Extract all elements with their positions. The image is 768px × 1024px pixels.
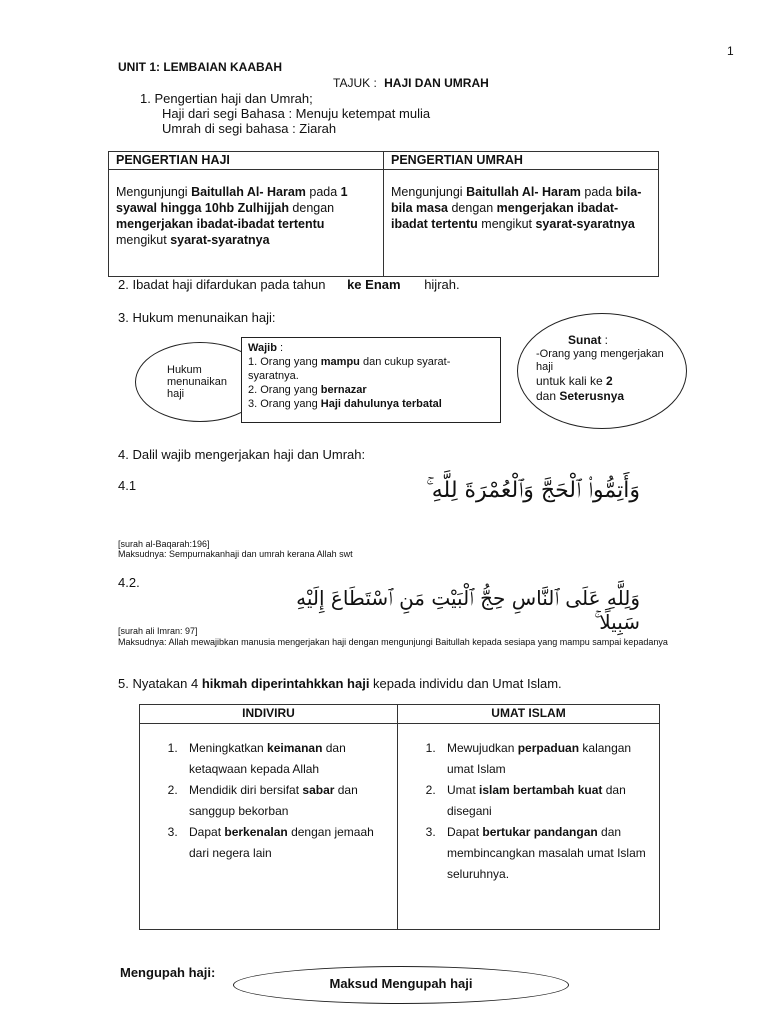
sunat-title: Sunat <box>568 333 602 347</box>
list-item: 2. Mendidik diri bersifat sabar dan sanggup bekorban <box>181 780 396 822</box>
wajib-item: 2. Orang yang bernazar <box>248 384 367 396</box>
page-number: 1 <box>727 44 734 58</box>
list-item: 3. Dapat bertukar pandangan dan membincangkan masalah umat Islam seluruhnya. <box>439 822 658 885</box>
header-umrah: PENGERTIAN UMRAH <box>384 152 659 170</box>
dalil2-source: [surah ali Imran: 97] <box>118 626 198 636</box>
header-umat-islam: UMAT ISLAM <box>398 705 660 724</box>
sunat-content: Sunat : -Orang yang mengerjakan haji untuk kali ke 2 dan Seterusnya <box>536 334 676 403</box>
unit-title: UNIT 1: LEMBAIAN KAABAH <box>118 60 282 74</box>
dalil1-arabic: وَأَتِمُّوا۟ ٱلْحَجَّ وَٱلْعُمْرَةَ لِلَّهِ ۚ <box>426 478 640 503</box>
q2-text: 2. Ibadat haji difardukan pada tahun <box>118 277 326 292</box>
sunat-line2: untuk kali ke 2 <box>536 374 613 388</box>
q1-line1: Haji dari segi Bahasa : Menuju ketempat mulia <box>162 106 431 121</box>
individu-list-cell <box>140 724 398 930</box>
wajib-title: Wajib <box>248 342 277 354</box>
haji-definition: Mengunjungi Baitullah Al- Haram pada 1 syawal hingga 10hb Zulhijjah dengan mengerjakan ibadat-ibadat tertentu mengikut syarat-syaratnya <box>109 170 384 277</box>
umat-list <box>399 738 658 885</box>
list-item: 3. Dapat berkenalan dengan jemaah dari negera lain <box>181 822 396 864</box>
list-item: 2. Umat islam bertambah kuat dan disegani <box>439 780 658 822</box>
q2-suffix: hijrah. <box>424 277 460 292</box>
dalil1-number: 4.1 <box>118 478 137 493</box>
topic-value: HAJI DAN UMRAH <box>384 76 489 90</box>
definition-table <box>108 151 659 277</box>
individu-list <box>141 738 396 864</box>
q1-heading: 1. Pengertian haji dan Umrah; <box>140 91 313 106</box>
mengupah-label: Mengupah haji: <box>120 965 216 980</box>
dalil2-meaning: Maksudnya: Allah mewajibkan manusia mengerjakan haji dengan mengunjungi Baitullah kepada sesiapa yang mampu sampai kepadanya <box>118 637 668 647</box>
q3-heading: 3. Hukum menunaikan haji: <box>118 310 276 325</box>
header-individu: INDIVIRU <box>140 705 398 724</box>
list-item: 1. Mewujudkan perpaduan kalangan umat Islam <box>439 738 658 780</box>
umrah-definition: Mengunjungi Baitullah Al- Haram pada bila-bila masa dengan mengerjakan ibadat-ibadat tertentu mengikut syarat-syaratnya <box>384 170 659 277</box>
sunat-line1: -Orang yang mengerjakan haji <box>536 348 664 373</box>
dalil1-source: [surah al-Baqarah:196] <box>118 539 210 549</box>
wajib-item: 1. Orang yang mampu dan cukup syarat-syaratnya. <box>248 356 451 382</box>
dalil2-number: 4.2. <box>118 575 140 590</box>
topic-line <box>333 76 489 90</box>
q5-heading: 5. Nyatakan 4 hikmah diperintahkkan haji kepada individu dan Umat Islam. <box>118 676 562 691</box>
q2-line <box>118 277 460 292</box>
sunat-line3: dan Seterusnya <box>536 389 625 403</box>
topic-label: TAJUK : <box>333 76 377 90</box>
dalil2-arabic: وَلِلَّهِ عَلَى ٱلنَّاسِ حِجُّ ٱلْبَيْتِ مَنِ ٱسْتَطَاعَ إِلَيْهِ سَبِيلًا ۚ <box>296 586 640 634</box>
mengupah-ellipse-text: Maksud Mengupah haji <box>329 976 473 991</box>
header-haji: PENGERTIAN HAJI <box>109 152 384 170</box>
wajib-item: 3. Orang yang Haji dahulunya terbatal <box>248 398 442 410</box>
q2-answer: ke Enam <box>347 277 401 292</box>
hukum-label: Hukum menunaikan haji <box>167 364 227 400</box>
q4-heading: 4. Dalil wajib mengerjakan haji dan Umrah: <box>118 447 366 462</box>
wajib-box: Wajib : 1. Orang yang mampu dan cukup syarat-syaratnya. 2. Orang yang bernazar 3. Orang yang Haji dahulunya terbatal <box>241 337 501 423</box>
list-item: 1. Meningkatkan keimanan dan ketaqwaan kepada Allah <box>181 738 396 780</box>
dalil1-meaning: Maksudnya: Sempurnakanhaji dan umrah kerana Allah swt <box>118 549 353 559</box>
umat-list-cell <box>398 724 660 930</box>
q1-line2: Umrah di segi bahasa : Ziarah <box>162 121 337 136</box>
hikmah-table <box>139 704 660 930</box>
